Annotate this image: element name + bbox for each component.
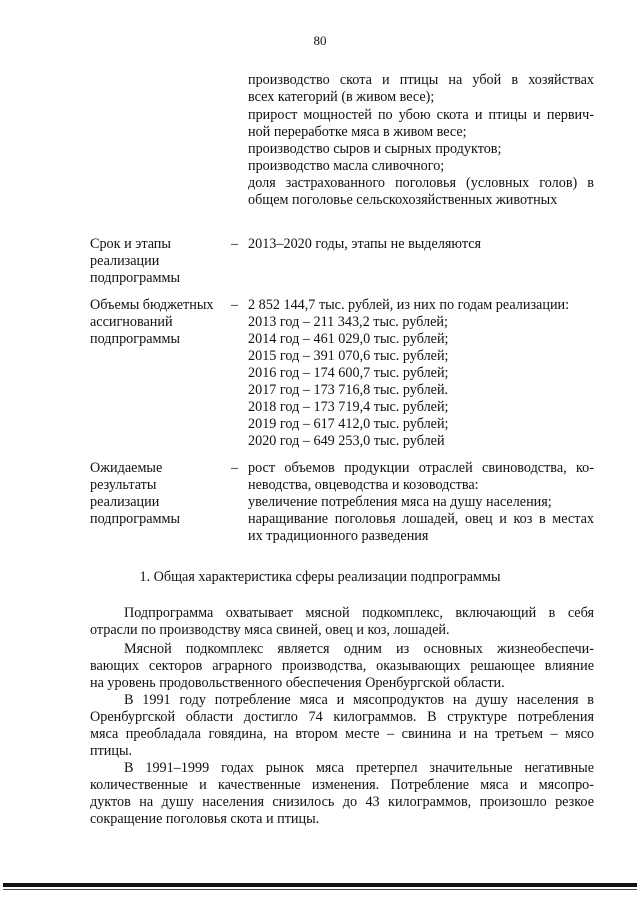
results-label-line: реализации — [90, 494, 160, 510]
body-line: Подпрограмма охватывает мясной подкомплекс, включающий в себя — [124, 605, 594, 621]
body-line: В 1991–1999 годах рынок мяса претерпел значительные негативные — [124, 760, 594, 776]
indicator-line: производство масла сливочного; — [248, 158, 445, 174]
body-line: Мясной подкомплекс является одним из основных жизнеобеспечи- — [124, 641, 594, 657]
indicator-line: производство скота и птицы на убой в хозяйствах — [248, 72, 594, 88]
indicator-line: производство сыров и сырных продуктов; — [248, 141, 502, 157]
budget-dash: – — [231, 297, 239, 313]
budget-label-line: ассигнований — [90, 314, 173, 330]
results-line: рост объемов продукции отраслей свиноводства, ко- — [248, 460, 594, 476]
indicator-line: всех категорий (в живом весе); — [248, 89, 435, 105]
results-label-line: подпрограммы — [90, 511, 180, 527]
budget-line: 2013 год – 211 343,2 тыс. рублей; — [248, 314, 448, 330]
page-number: 80 — [313, 33, 327, 48]
budget-line: 2 852 144,7 тыс. рублей, из них по годам реализации: — [248, 297, 570, 313]
results-line: наращивание поголовья лошадей, овец и коз в местах — [248, 511, 594, 527]
body-line: дуктов на душу населения снизилось до 43 килограммов, произошло резкое — [90, 794, 594, 810]
budget-line: 2020 год – 649 253,0 тыс. рублей — [248, 433, 445, 449]
results-label-line: Ожидаемые — [90, 460, 163, 476]
body-line: вающих секторов аграрного производства, оказывающих решающее влияние — [90, 658, 594, 674]
body-line: мяса преобладала говядина, на втором месте – свинина и на третьем – мясо — [90, 726, 594, 742]
budget-line: 2018 год – 173 719,4 тыс. рублей; — [248, 399, 449, 415]
body-line: на уровень продовольственного обеспечения Оренбургской области. — [90, 675, 505, 691]
term-label-line: Срок и этапы — [90, 236, 171, 252]
body-line: количественные и качественные изменения. Потребление мяса и мясопро- — [90, 777, 594, 793]
body-line: сокращение поголовья скота и птицы. — [90, 811, 320, 827]
indicator-line: общем поголовье сельскохозяйственных животных — [248, 192, 558, 208]
body-line: Оренбургской области достигло 74 килограммов. В структуре потребления — [90, 709, 594, 725]
indicator-line: доля застрахованного поголовья (условных голов) в — [248, 175, 594, 191]
results-line: их традиционного разведения — [248, 528, 429, 544]
budget-line: 2016 год – 174 600,7 тыс. рублей; — [248, 365, 449, 381]
body-line: В 1991 году потребление мяса и мясопродуктов на душу населения в — [124, 692, 594, 708]
term-label-line: реализации — [90, 253, 160, 269]
section-heading: 1. Общая характеристика сферы реализации подпрограммы — [139, 569, 501, 585]
bottom-rule-thin — [3, 889, 637, 890]
body-line: отрасли по производству мяса свиней, овец и коз, лошадей. — [90, 622, 450, 638]
indicator-line: прирост мощностей по убою скота и птицы и первич- — [248, 107, 594, 123]
budget-label-line: подпрограммы — [90, 331, 180, 347]
results-dash: – — [231, 460, 239, 476]
budget-line: 2015 год – 391 070,6 тыс. рублей; — [248, 348, 449, 364]
body-line: птицы. — [90, 743, 133, 759]
bottom-rule — [3, 883, 637, 887]
budget-label-line: Объемы бюджетных — [90, 297, 214, 313]
budget-line: 2014 год – 461 029,0 тыс. рублей; — [248, 331, 449, 347]
term-label-line: подпрограммы — [90, 270, 180, 286]
budget-line: 2019 год – 617 412,0 тыс. рублей; — [248, 416, 449, 432]
term-dash: – — [231, 236, 239, 252]
results-line: неводства, овцеводства и козоводства: — [248, 477, 479, 493]
results-label-line: результаты — [90, 477, 157, 493]
results-line: увеличение потребления мяса на душу населения; — [248, 494, 552, 510]
term-value: 2013–2020 годы, этапы не выделяются — [248, 236, 482, 252]
budget-line: 2017 год – 173 716,8 тыс. рублей. — [248, 382, 449, 398]
indicator-line: ной переработке мяса в живом весе; — [248, 124, 467, 140]
